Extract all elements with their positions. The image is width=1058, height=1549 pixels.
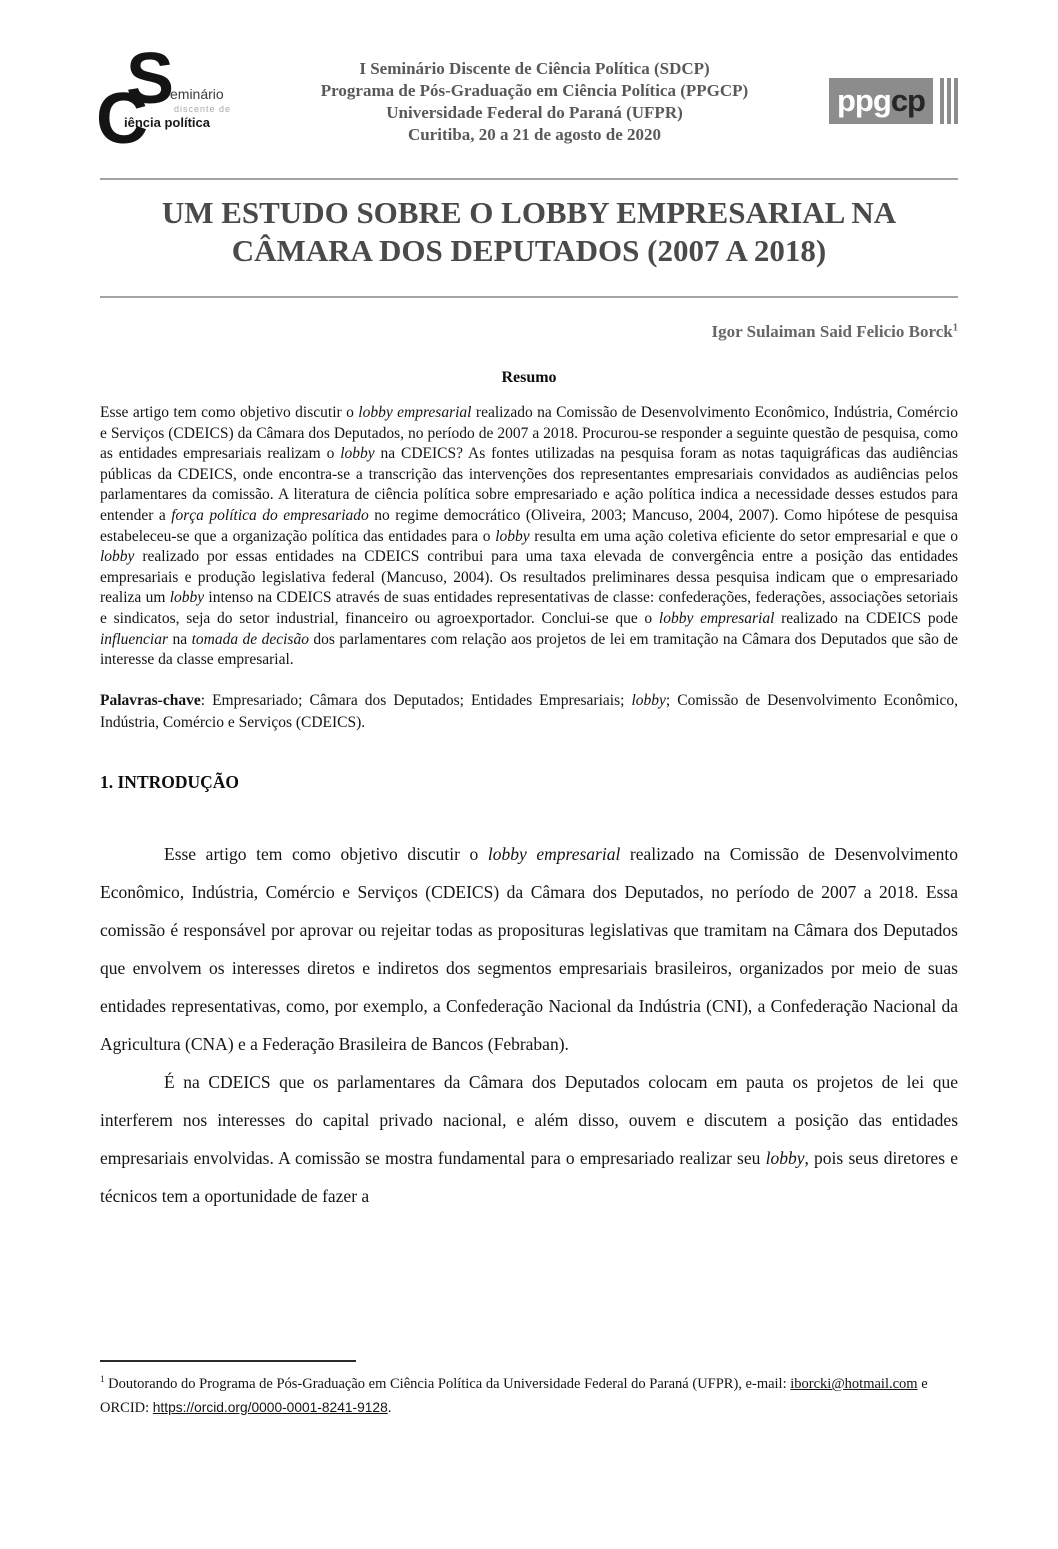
- paper-title-line2: CÂMARA DOS DEPUTADOS (2007 A 2018): [231, 233, 827, 268]
- sdcp-logo: [96, 39, 240, 162]
- email-link[interactable]: iborcki@hotmail.com: [790, 1375, 918, 1392]
- ppgcp-logo-ppg-text: ppg: [837, 82, 891, 118]
- text-segment: lobby empresarial: [487, 843, 621, 864]
- introduction-body: [100, 835, 958, 1215]
- text-segment: lobby: [100, 548, 135, 566]
- text-segment: na: [168, 630, 192, 648]
- sdcp-logo-c-letter: C: [96, 79, 148, 159]
- text-segment: influenciar: [100, 630, 169, 648]
- text-segment: Palavras-chave: [100, 691, 201, 709]
- text-segment: dos parlamentares com relação aos projetos de lei em tramitação na Câmara dos Deputados que são de interesse da classe empresarial.: [100, 630, 958, 669]
- paper-title-line1: UM ESTUDO SOBRE O LOBBY EMPRESARIAL NA: [161, 195, 897, 230]
- text-segment: lobby empresarial: [658, 609, 775, 627]
- conference-header: [96, 39, 958, 162]
- text-segment: lobby empresarial: [358, 404, 472, 421]
- paper-title: [100, 194, 958, 270]
- conference-line-program: Programa de Pós-Graduação em Ciência Política (PPGCP): [320, 81, 749, 100]
- sdcp-logo-seminario-text: eminário: [170, 86, 224, 102]
- text-segment: ; Comissão de Desenvolvimento Econômico, Indústria, Comércio e Serviços (CDEICS).: [100, 691, 959, 731]
- section-heading-introduction: 1. INTRODUÇÃO: [100, 771, 240, 792]
- text-segment: 1: [100, 1374, 105, 1384]
- conference-line-seminar: I Seminário Discente de Ciência Política (SDCP): [359, 59, 710, 78]
- introduction-paragraph-1: [100, 835, 958, 1063]
- orcid-link[interactable]: https://orcid.org/0000-0001-8241-9128: [152, 1399, 388, 1415]
- header-divider: [100, 178, 958, 180]
- sdcp-logo-s-letter: S: [126, 39, 175, 119]
- author-name: Igor Sulaiman Said Felicio Borck: [711, 322, 953, 341]
- text-segment: Doutorando do Programa de Pós-Graduação em Ciência Política da Universidade Federal do Paraná (UFPR), e-mail:: [104, 1375, 791, 1392]
- text-segment: lobby: [495, 527, 530, 545]
- sdcp-logo-ciencia-text: iência política: [124, 115, 210, 130]
- author-footnote-ref: 1: [952, 322, 958, 334]
- text-segment: realizado na Comissão de Desenvolvimento Econômico, Indústria, Comércio e Serviços (CDEICS) da Câmara dos Deputados, no período de 2007 a 2018. Essa comissão é responsável por aprovar ou rejeitar todas as proposituras legislativas que tramitam na Câmara dos Deputados que envolvem os interesses diretos e indiretos dos segmentos empresariais brasileiros, organizados por meio de suas entidades representativas, como, por exemplo, a Confederação Nacional da Indústria (CNI), a Confederação Nacional da Agricultura (CNA) e a Federação Brasileira de Bancos (Febraban).: [100, 843, 958, 1054]
- text-segment: .: [387, 1399, 392, 1416]
- conference-line-date: Curitiba, 20 a 21 de agosto de 2020: [407, 125, 662, 144]
- ppgcp-logo-cp-text: cp: [890, 82, 925, 118]
- conference-line-university: Universidade Federal do Paraná (UFPR): [386, 103, 683, 122]
- text-segment: É na CDEICS que os parlamentares da Câmara dos Deputados colocam em pauta os projetos de lei que interferem nos interesses do capital privado nacional, e além disso, ouvem e discutem a posição das entidades empresariais envolvidas. A comissão se mostra fundamental para o empresariado realizar seu: [100, 1071, 958, 1168]
- abstract-text: [100, 403, 958, 671]
- text-segment: força política do empresariado: [171, 506, 369, 524]
- text-segment: realizado por essas entidades na CDEICS contribui para uma taxa elevada de convergência entre a posição das entidades empresariais e produção legislativa federal (Mancuso, 2004). Os resultados preliminares dessa pesquisa indicam que o empresariado realiza um: [100, 548, 958, 607]
- text-segment: na CDEICS? As fontes utilizadas na pesquisa foram as notas taquigráficas das audiências públicas da CDEICS, onde encontra-se a transcrição das intervenções dos representantes empresariais convidados as audiências pelos parlamentares da comissão. A literatura de ciência política sobre empresariado e ação política indica a necessidade desses estudos para entender a: [100, 445, 958, 524]
- sdcp-logo-discente-text: discente de: [174, 104, 232, 114]
- footnote-area: [100, 1360, 958, 1420]
- abstract-heading: Resumo: [501, 369, 557, 386]
- text-segment: resulta em uma ação coletiva eficiente do setor empresarial e que o: [529, 527, 958, 545]
- text-segment: : Empresariado; Câmara dos Deputados; Entidades Empresariais;: [200, 691, 632, 709]
- text-segment: tomada de decisão: [191, 630, 309, 648]
- ppgcp-logo-bars: [937, 78, 958, 124]
- text-segment: lobby: [765, 1147, 805, 1168]
- footnote-separator: [100, 1360, 356, 1362]
- text-segment: intenso na CDEICS através de suas entidades representativas de classe: confederações, federações, associações setoriais e sindicatos, seja do setor industrial, financeiro ou agroexportador. Conclui-se que o: [100, 589, 958, 627]
- text-segment: lobby: [340, 445, 375, 463]
- text-segment: Esse artigo tem como objetivo discutir o: [100, 404, 359, 421]
- conference-info: [240, 58, 829, 146]
- text-segment: no regime democrático (Oliveira, 2003; Mancuso, 2004, 2007). Como hipótese de pesquisa estabeleceu-se que a organização política das entidades para o: [100, 506, 958, 545]
- text-segment: lobby: [169, 589, 205, 607]
- text-segment: realizado na Comissão de Desenvolvimento Econômico, Indústria, Comércio e Serviços (CDEICS) da Câmara dos Deputados, no período de 2007 a 2018. Procurou-se responder a seguinte questão de pesquisa, como as entidades empresariais realizam o: [100, 404, 958, 463]
- text-segment: e ORCID:: [100, 1375, 928, 1416]
- footnote-text: [100, 1368, 958, 1420]
- paper-page: [0, 39, 1058, 1416]
- text-segment: realizado na CDEICS pode: [774, 609, 958, 627]
- text-segment: , pois seus diretores e técnicos tem a oportunidade de fazer a: [100, 1147, 958, 1206]
- ppgcp-logo: [829, 78, 958, 124]
- title-divider: [100, 296, 958, 298]
- ppgcp-logo-box: [829, 78, 933, 124]
- introduction-paragraph-2: [100, 1063, 958, 1215]
- author-line: [100, 322, 958, 342]
- keywords: [100, 690, 958, 734]
- text-segment: Esse artigo tem como objetivo discutir o: [164, 843, 488, 864]
- text-segment: lobby: [631, 691, 666, 709]
